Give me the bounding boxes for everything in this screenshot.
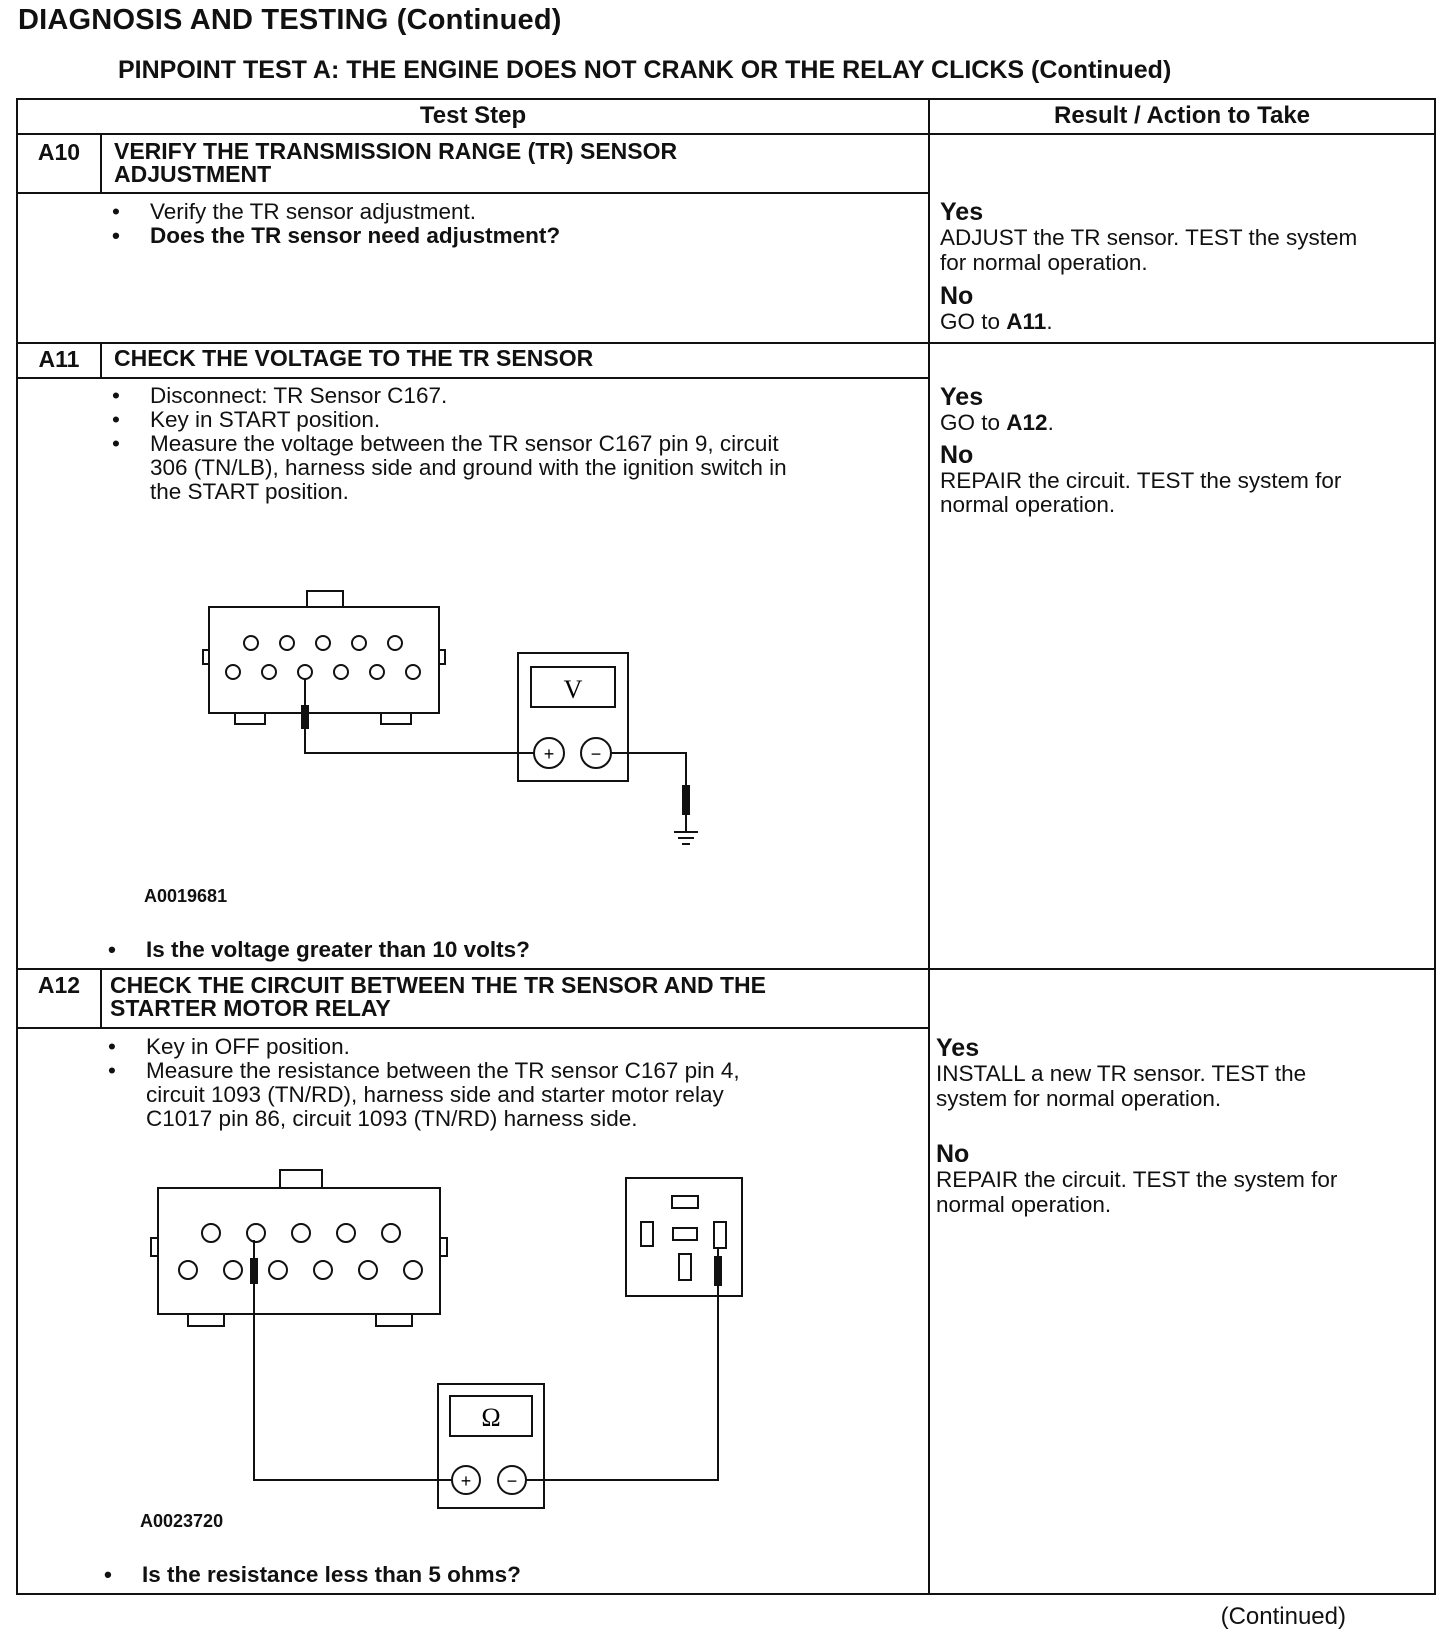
column-header-test-step: Test Step xyxy=(419,102,527,129)
step-title-a11: CHECK THE VOLTAGE TO THE TR SENSOR xyxy=(114,345,594,371)
no-label: No xyxy=(936,1140,970,1168)
result-a11: Yes GO to A12. No REPAIR the circuit. TEST the system for normal operation. xyxy=(940,384,1430,518)
step-question-a12: • Is the resistance less than 5 ohms? xyxy=(100,1563,521,1587)
result-a10: Yes ADJUST the TR sensor. TEST the system for normal operation. No GO to A11. xyxy=(940,199,1430,335)
step-id-a11: A11 xyxy=(38,346,80,372)
yes-label: Yes xyxy=(940,198,984,226)
svg-text:−: − xyxy=(506,1471,518,1491)
step-instructions-a10 xyxy=(108,200,560,248)
step-question-a10: • Does the TR sensor need adjustment? xyxy=(108,224,560,248)
figure-id-a12: A0023720 xyxy=(140,1511,224,1531)
list-item: • Verify the TR sensor adjustment. xyxy=(108,200,560,224)
voltmeter xyxy=(518,653,628,781)
list-item: • Measure the voltage between the TR sensor C167 pin 9, circuit 306 (TN/LB), harness side and ground with the ignition switch in the START position. xyxy=(108,432,787,504)
step-title-a12: CHECK THE CIRCUIT BETWEEN THE TR SENSOR AND THE STARTER MOTOR RELAY xyxy=(110,972,766,1021)
svg-text:+: + xyxy=(543,744,555,764)
tr-sensor-connector xyxy=(158,1188,440,1314)
yes-label: Yes xyxy=(940,383,984,411)
step-instructions-a11 xyxy=(108,384,787,504)
ohmmeter-diagram-a12 xyxy=(18,1150,918,1530)
step-question-list-a11 xyxy=(104,938,530,962)
figure-id-a11: A0019681 xyxy=(144,886,228,906)
result-a12: Yes INSTALL a new TR sensor. TEST the system for normal operation. No REPAIR the circuit. TEST the system for normal operation. xyxy=(936,1035,1430,1217)
step-id-a10: A10 xyxy=(37,139,81,165)
step-id-a12: A12 xyxy=(37,972,81,998)
page-title: DIAGNOSIS AND TESTING (Continued) xyxy=(18,4,562,36)
step-question-list-a12 xyxy=(100,1563,521,1587)
list-item: • Key in START position. xyxy=(108,408,787,432)
ohmmeter-symbol: Ω xyxy=(481,1403,501,1432)
yes-label: Yes xyxy=(936,1034,980,1062)
voltmeter-diagram-a11 xyxy=(18,560,918,860)
step-ref-a12: A12 xyxy=(1006,410,1048,435)
list-item: • Key in OFF position. xyxy=(104,1035,740,1059)
column-header-result: Result / Action to Take xyxy=(1053,102,1311,129)
no-label: No xyxy=(940,440,974,469)
list-item: • Disconnect: TR Sensor C167. xyxy=(108,384,787,408)
svg-text:+: + xyxy=(460,1471,472,1491)
no-label: No xyxy=(940,282,974,310)
step-instructions-a12 xyxy=(104,1035,740,1131)
step-question-a11: • Is the voltage greater than 10 volts? xyxy=(104,938,530,962)
svg-text:−: − xyxy=(590,744,602,764)
pinpoint-test-title: PINPOINT TEST A: THE ENGINE DOES NOT CRANK OR THE RELAY CLICKS (Continued) xyxy=(118,56,1172,84)
continued-note: (Continued) xyxy=(1220,1603,1346,1630)
list-item: • Measure the resistance between the TR sensor C167 pin 4, circuit 1093 (TN/RD), harness side and starter motor relay C1017 pin 86, circuit 1093 (TN/RD) harness side. xyxy=(104,1059,740,1131)
tr-sensor-connector xyxy=(209,607,439,713)
voltmeter-symbol: V xyxy=(563,675,583,704)
step-ref-a11: A11 xyxy=(1006,309,1047,334)
step-title-a10: VERIFY THE TRANSMISSION RANGE (TR) SENSOR ADJUSTMENT xyxy=(114,138,678,187)
